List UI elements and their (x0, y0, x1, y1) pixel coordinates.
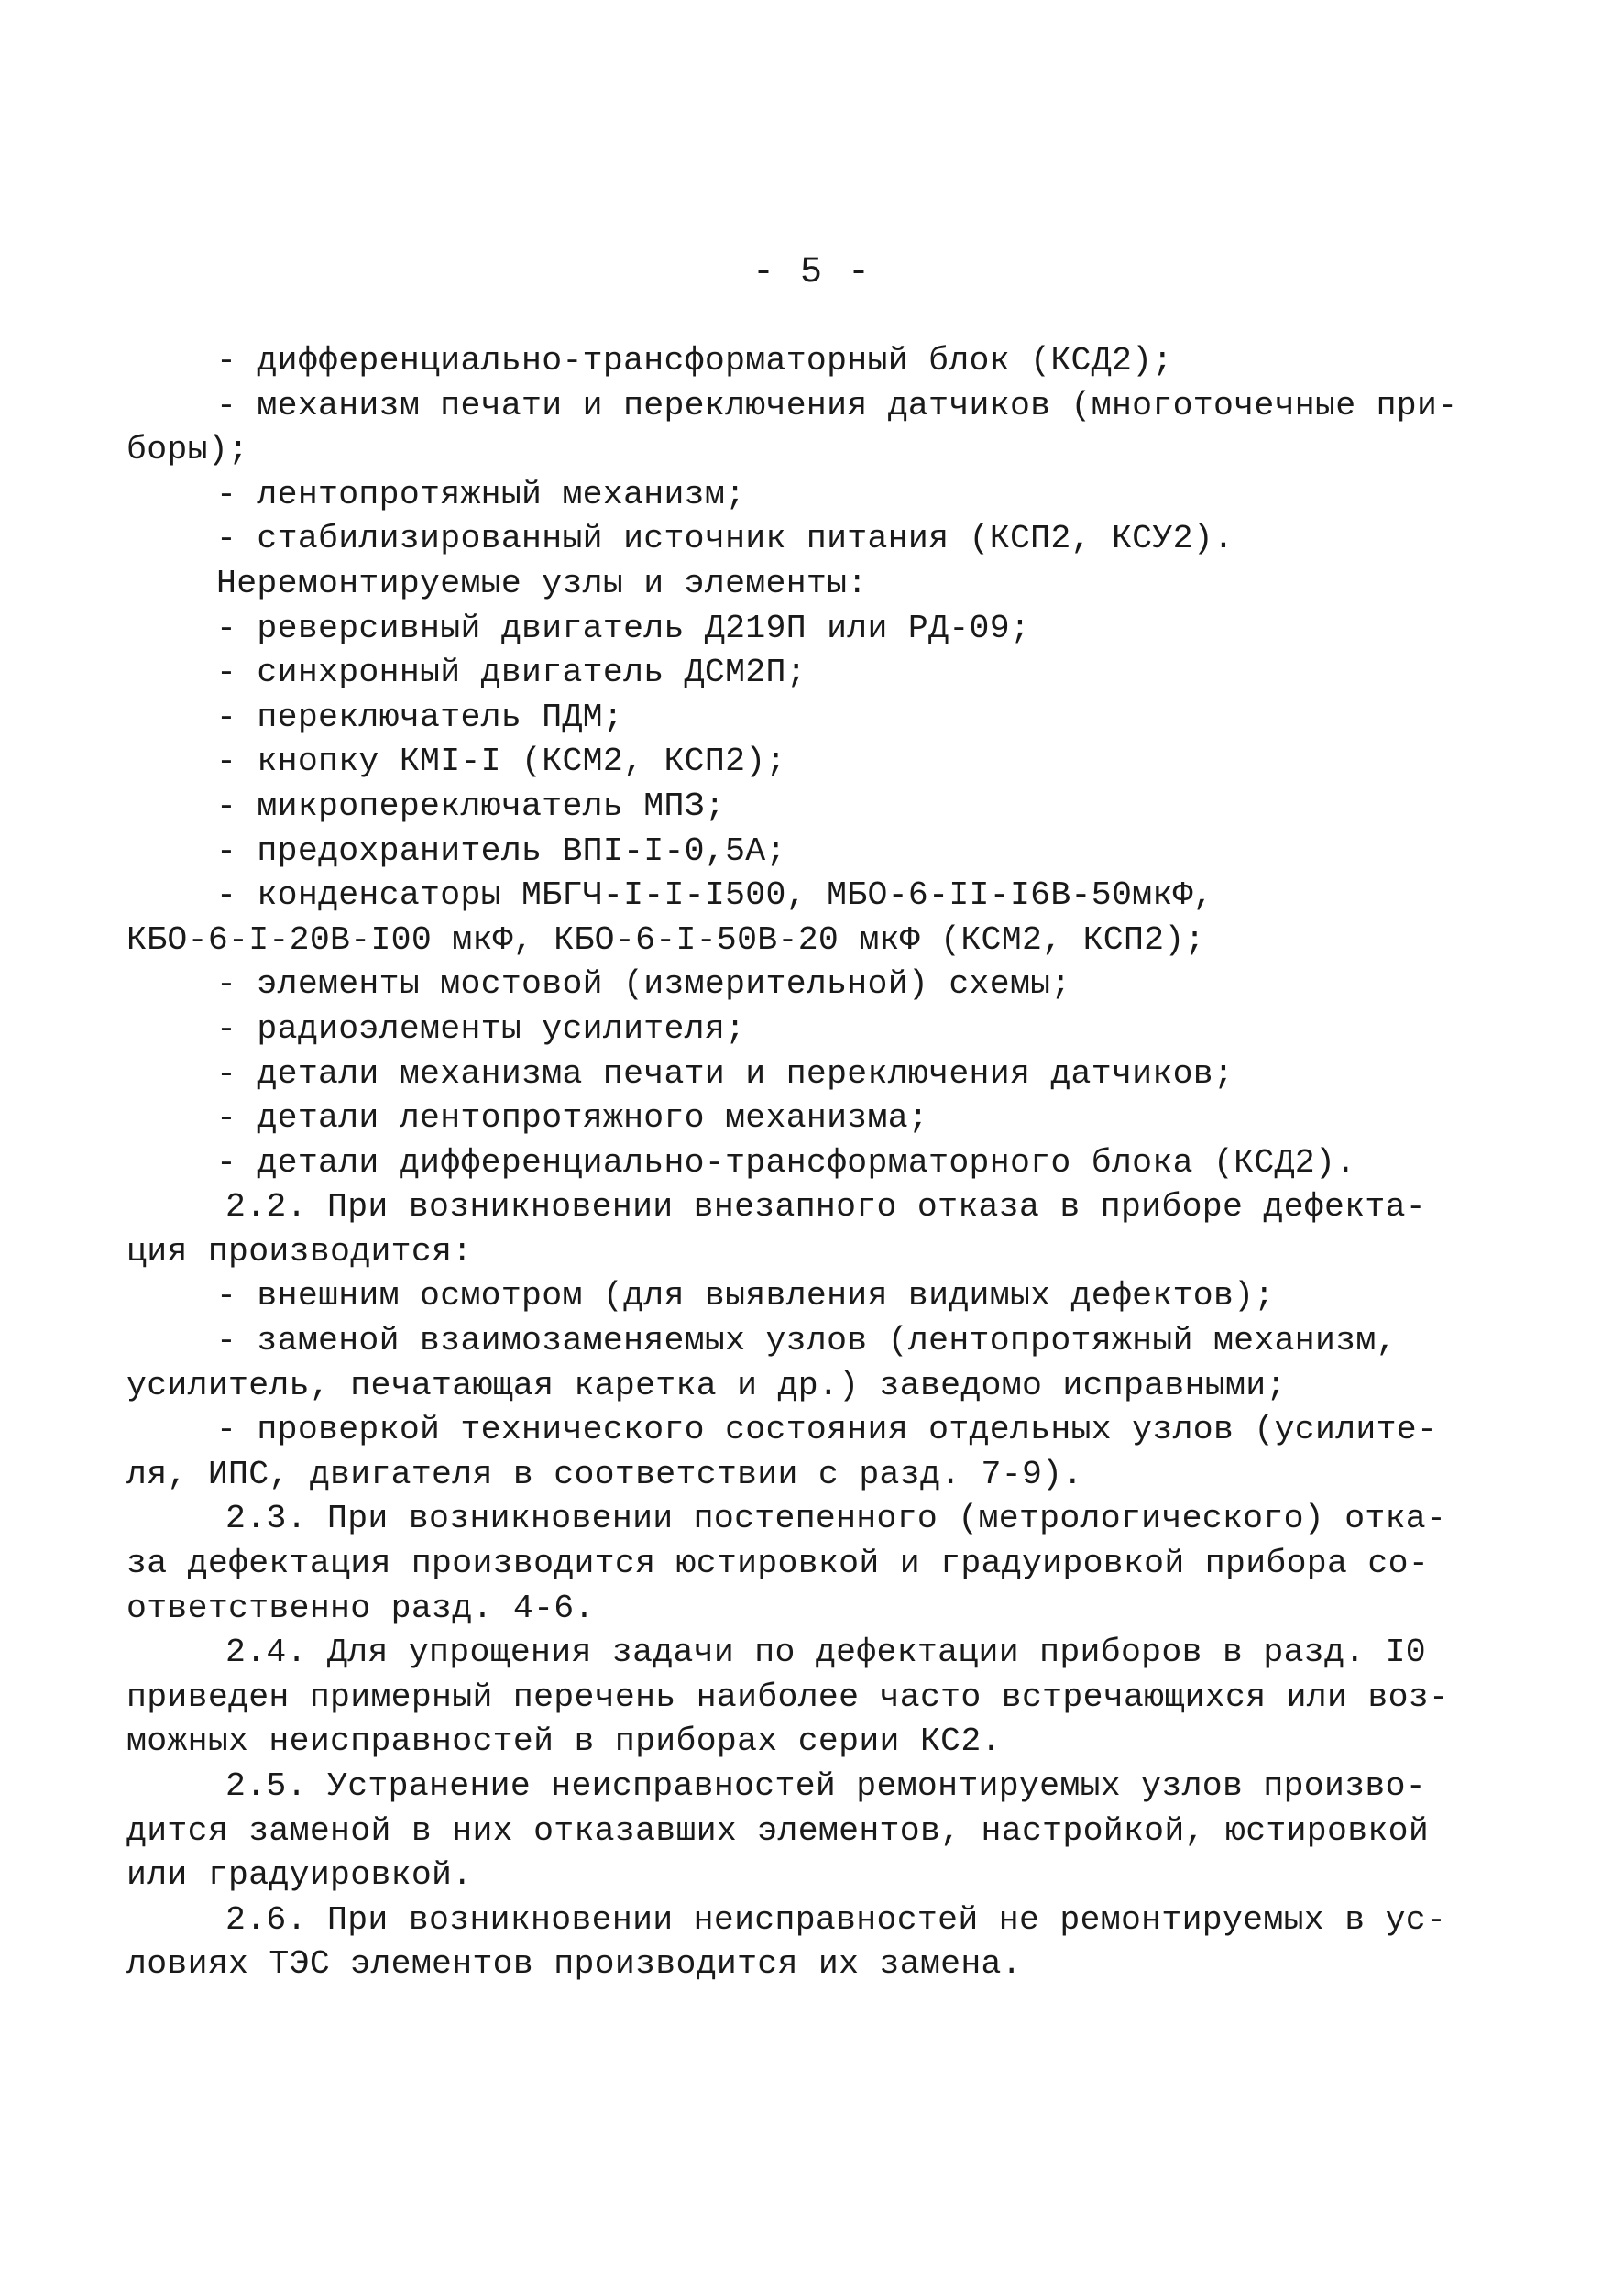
text-line: боры); (126, 431, 249, 469)
paragraph-2-6: 2.6. При возникновении неисправностей не ремонтируемых в ус- (225, 1900, 1447, 1939)
list-item: - конденсаторы МБГЧ-I-I-I500, МБО-6-II-I6В-50мкФ, (216, 876, 1213, 915)
text-line: усилитель, печатающая каретка и др.) заведомо исправными; (126, 1366, 1287, 1404)
paragraph-2-5: 2.5. Устранение неисправностей ремонтируемых узлов произво- (225, 1767, 1427, 1805)
list-item: - лентопротяжный механизм; (216, 475, 746, 513)
list-item: - дифференциально-трансформаторный блок (КСД2); (216, 342, 1173, 380)
text-line: за дефектация производится юстировкой и градуировкой прибора со- (126, 1545, 1430, 1583)
text-line: или градуировкой. (126, 1856, 473, 1895)
list-item: - проверкой технического состояния отдельных узлов (усилите- (216, 1411, 1438, 1449)
section-heading: Неремонтируемые узлы и элементы: (216, 564, 868, 602)
list-item: - переключатель ПДМ; (216, 698, 624, 736)
paragraph-2-2: 2.2. При возникновении внезапного отказа в приборе дефекта- (225, 1188, 1427, 1227)
text-line: ция производится: (126, 1232, 473, 1271)
text-line: ля, ИПС, двигателя в соответствии с разд. 7-9). (126, 1455, 1083, 1493)
list-item: - предохранитель ВПI-I-0,5А; (216, 831, 786, 870)
list-item: - детали дифференциально-трансформаторного блока (КСД2). (216, 1143, 1356, 1182)
text-line: ответственно разд. 4-6. (126, 1589, 595, 1627)
text-line: можных неисправностей в приборах серии КС2. (126, 1722, 1002, 1761)
text-line: дится заменой в них отказавших элементов, настройкой, юстировкой (126, 1811, 1430, 1850)
list-item: - микропереключатель МПЗ; (216, 787, 726, 825)
page-number: - 5 - (752, 252, 872, 293)
text-line: ловиях ТЭС элементов производится их замена. (126, 1945, 1022, 1984)
text-line: приведен примерный перечень наиболее часто встречающихся или воз- (126, 1678, 1450, 1716)
list-item: - реверсивный двигатель Д219П или РД-09; (216, 609, 1031, 647)
list-item: - детали механизма печати и переключения датчиков; (216, 1054, 1234, 1093)
list-item: - внешним осмотром (для выявления видимых дефектов); (216, 1277, 1275, 1315)
text-line: КБО-6-I-20В-I00 мкФ, КБО-6-I-50В-20 мкФ (КСМ2, КСП2); (126, 920, 1205, 959)
list-item: - кнопку КМI-I (КСМ2, КСП2); (216, 743, 786, 781)
paragraph-2-4: 2.4. Для упрощения задачи по дефектации приборов в разд. I0 (225, 1634, 1427, 1672)
list-item: - заменой взаимозаменяемых узлов (лентопротяжный механизм, (216, 1322, 1397, 1360)
list-item: - стабилизированный источник питания (КСП2, КСУ2). (216, 520, 1234, 558)
paragraph-2-3: 2.3. При возникновении постепенного (метрологического) отка- (225, 1500, 1447, 1538)
list-item: - синхронный двигатель ДСМ2П; (216, 654, 807, 692)
list-item: - элементы мостовой (измерительной) схемы; (216, 965, 1071, 1004)
document-body (126, 339, 1458, 1987)
list-item: - радиоэлементы усилителя; (216, 1009, 746, 1048)
list-item: - механизм печати и переключения датчиков (многоточечные при- (216, 386, 1458, 424)
list-item: - детали лентопротяжного механизма; (216, 1099, 929, 1138)
